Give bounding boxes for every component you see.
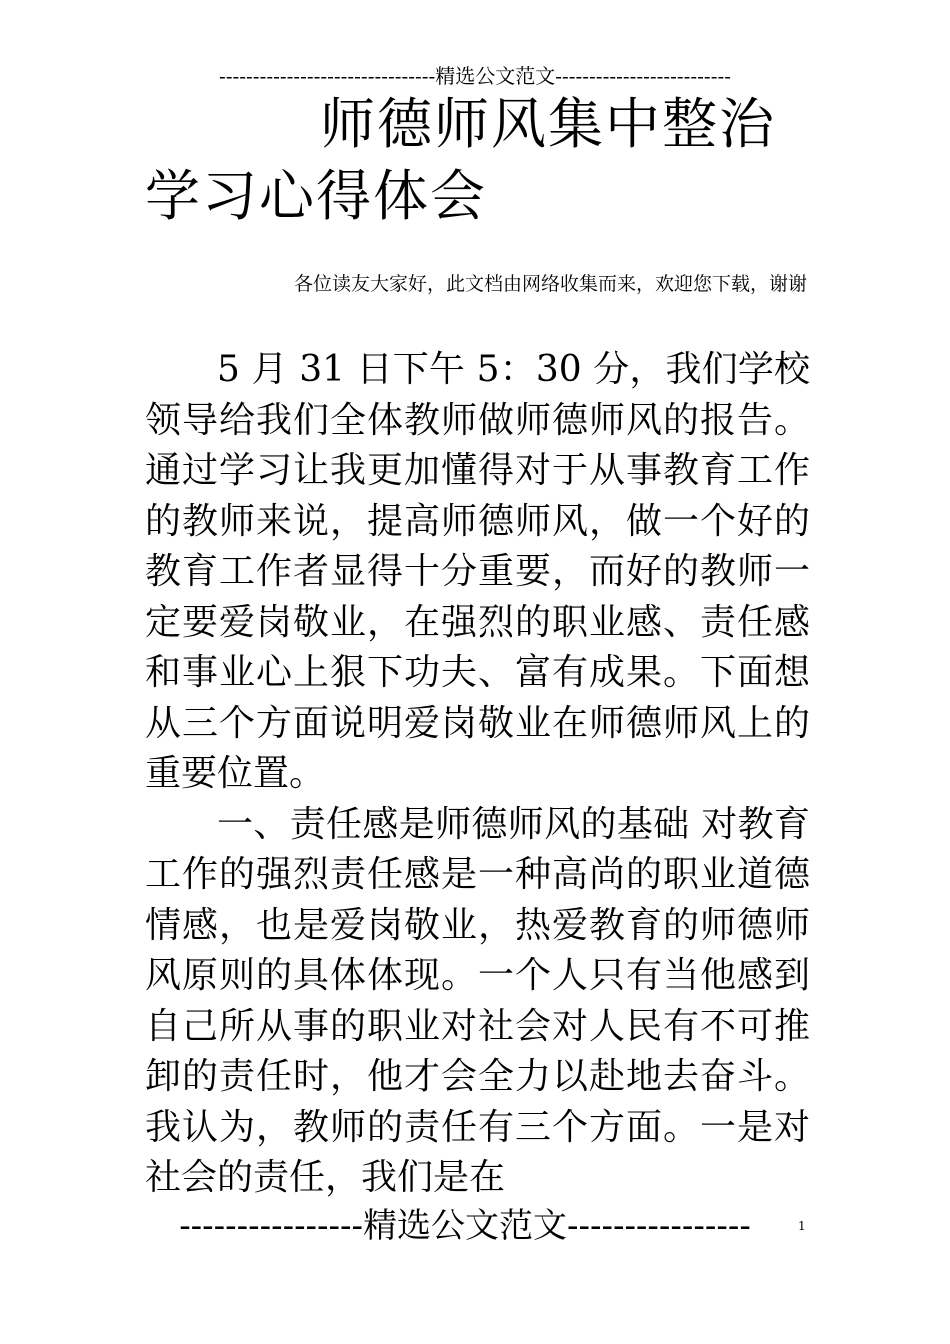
title-line-2: 学习心得体会 bbox=[145, 164, 488, 228]
paragraph-2: 一、责任感是师德师风的基础 对教育工作的强烈责任感是一种高尚的职业道德情感，也是爱岗敬业，热爱教育的师德师风原则的具体体现。一个人只有当他感到自己所从事的职业对社会对人民有不可推卸的责任时，他才会全力以赴地去奋斗。我认为，教师的责任有三个方面。一是对社会的责任，我们是在 bbox=[145, 803, 810, 1198]
page-number: 1 bbox=[798, 1219, 806, 1233]
title-line-1: 师德师风集中整治 bbox=[320, 92, 777, 156]
document-title bbox=[145, 88, 810, 232]
paragraph-1: 5 月 31 日下午 5：30 分，我们学校领导给我们全体教师做师德师风的报告。通过学习让我更加懂得对于从事教育工作的教师来说，提高师德师风，做一个好的教育工作者显得十分重要，而好的教师一定要爱岗敬业，在强烈的职业感、责任感和事业心上狠下功夫、富有成果。下面想从三个方面说明爱岗敬业在师德师风上的重要位置。 bbox=[145, 349, 810, 794]
download-notice: 各位读友大家好，此文档由网络收集而来，欢迎您下载，谢谢 bbox=[293, 273, 807, 295]
body-text bbox=[145, 345, 810, 1204]
page-header: --------------------------------精选公文范文-------------------------- bbox=[219, 64, 731, 88]
page-footer: ----------------精选公文范文---------------- bbox=[179, 1206, 751, 1246]
